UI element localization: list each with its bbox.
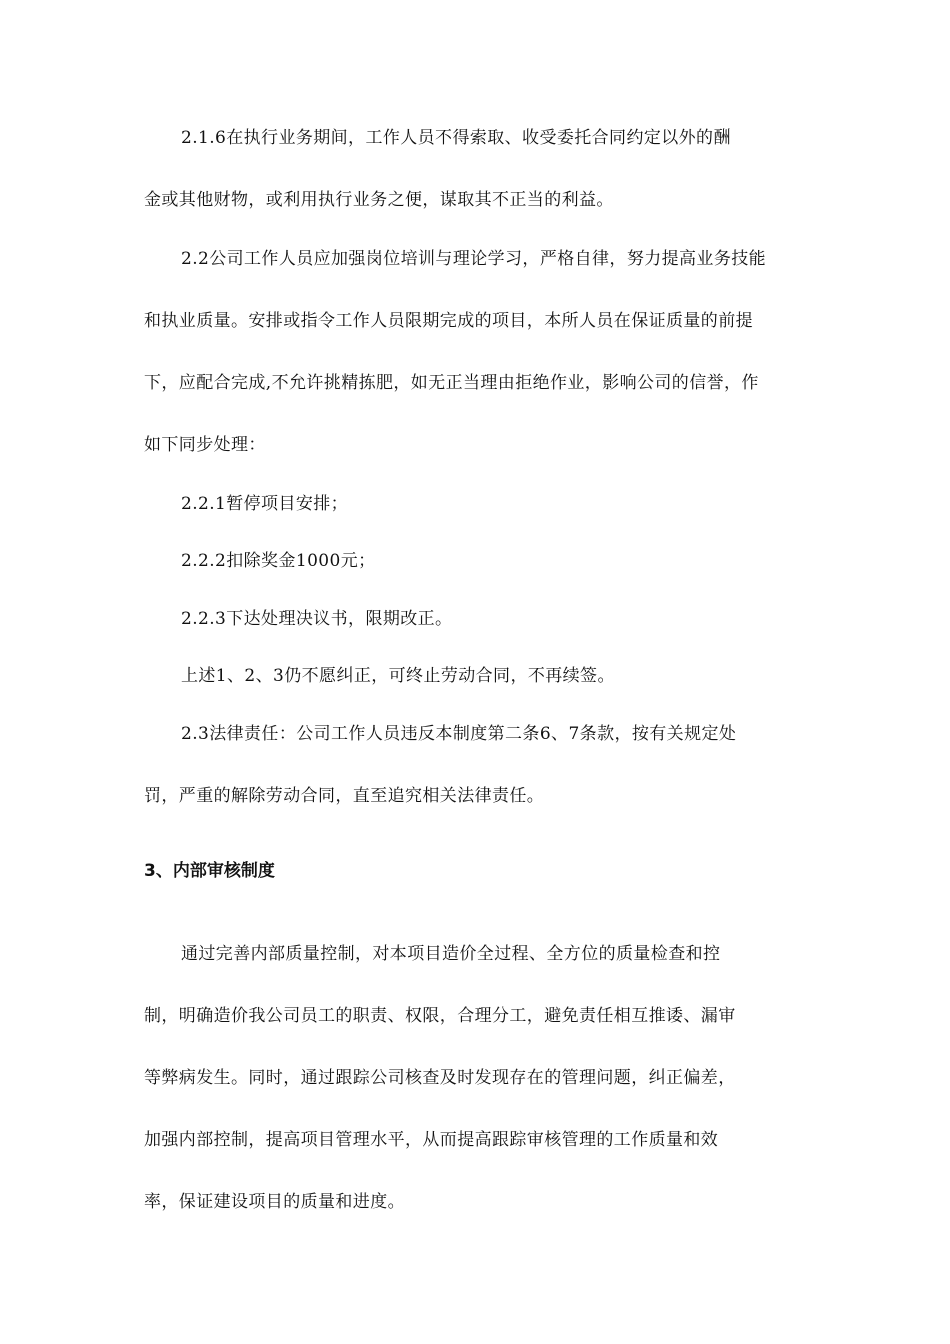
paragraph-2-3-line-1: 2.3法律责任：公司工作人员违反本制度第二条6、7条款，按有关规定处 <box>181 724 737 744</box>
section-heading: 3、内部审核制度 <box>144 861 275 881</box>
section-paragraph-line-1: 通过完善内部质量控制，对本项目造价全过程、全方位的质量检查和控 <box>181 944 721 964</box>
paragraph-2-1-6-line-1: 2.1.6在执行业务期间，工作人员不得索取、收受委托合同约定以外的酬 <box>181 128 731 148</box>
paragraph-2-2-line-1: 2.2公司工作人员应加强岗位培训与理论学习，严格自律，努力提高业务技能 <box>181 249 767 269</box>
paragraph-2-1-6-line-2: 金或其他财物，或利用执行业务之便，谋取其不正当的利益。 <box>144 190 614 210</box>
section-paragraph-line-5: 率，保证建设项目的质量和进度。 <box>144 1192 405 1212</box>
paragraph-2-3-line-2: 罚，严重的解除劳动合同，直至追究相关法律责任。 <box>144 786 545 806</box>
section-paragraph-line-3: 等弊病发生。同时，通过跟踪公司核查及时发现存在的管理问题，纠正偏差， <box>144 1068 736 1088</box>
paragraph-2-2-2: 2.2.2扣除奖金1000元； <box>181 551 376 571</box>
paragraph-2-2-3: 2.2.3下达处理决议书，限期改正。 <box>181 609 453 629</box>
paragraph-summary: 上述1、2、3仍不愿纠正，可终止劳动合同，不再续签。 <box>181 666 615 686</box>
section-paragraph-line-2: 制，明确造价我公司员工的职责、权限，合理分工，避免责任相互推诿、漏审 <box>144 1006 736 1026</box>
paragraph-2-2-line-2: 和执业质量。安排或指令工作人员限期完成的项目，本所人员在保证质量的前提 <box>144 311 753 331</box>
section-paragraph-line-4: 加强内部控制，提高项目管理水平，从而提高跟踪审核管理的工作质量和效 <box>144 1130 719 1150</box>
paragraph-2-2-line-4: 如下同步处理： <box>144 435 266 455</box>
paragraph-2-2-1: 2.2.1暂停项目安排； <box>181 494 349 514</box>
paragraph-2-2-line-3: 下，应配合完成,不允许挑精拣肥，如无正当理由拒绝作业，影响公司的信誉，作 <box>144 373 759 393</box>
